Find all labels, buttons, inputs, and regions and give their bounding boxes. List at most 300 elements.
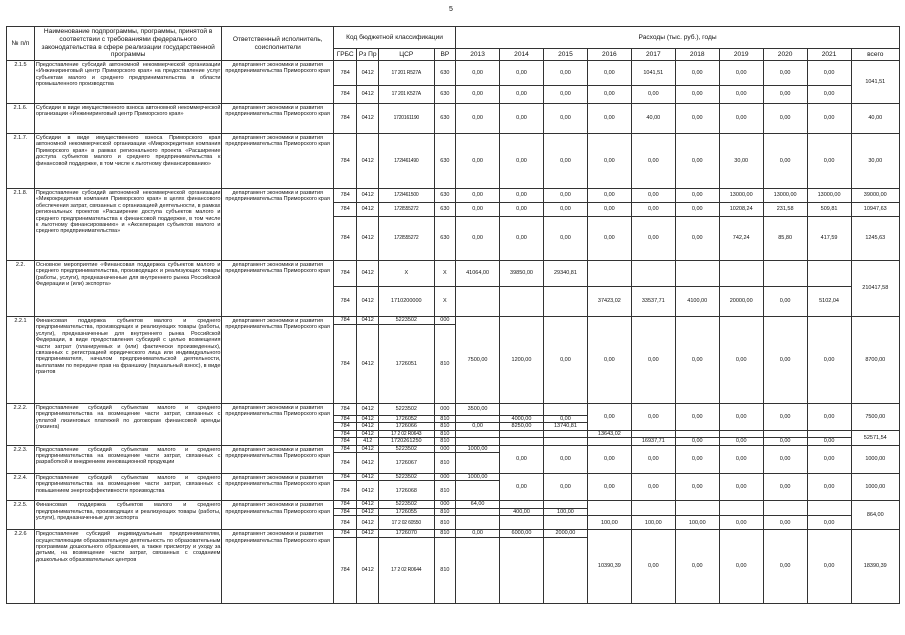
cell-rzpr: 0412 <box>357 217 378 261</box>
cell-value: 0,00 <box>763 438 807 445</box>
cell-rzpr: 0412 <box>357 317 378 325</box>
cell-grbs: 784 <box>333 317 357 325</box>
header-year: 2021 <box>807 49 851 61</box>
cell-value: 0,00 <box>675 217 719 261</box>
cell-value: 0,00 <box>543 217 587 261</box>
cell-value <box>675 430 719 437</box>
cell-value: 0,00 <box>719 61 763 86</box>
cell-value: 0,00 <box>763 134 807 189</box>
cell-value: 0,00 <box>543 317 587 404</box>
cell-value: 0,00 <box>763 61 807 86</box>
header-year: 2017 <box>631 49 675 61</box>
row-name: Финансовая поддержка субъектов малого и среднего предпринимательства, производящих и реализующих товары (работы, услуги), предназначенные для внутреннего рынка Российской Федерации, в виде предоставления субсидий с целью возмещения части затрат (планируемых и (или) фактически произведенных), связанных с регистрацией юридического лица или индивидуального предпринимателя, началом предпринимательской деятельности, выплатами по передаче прав на франшизу (паушальный взнос), в виде грантов <box>34 317 222 404</box>
cell-value <box>456 516 500 530</box>
cell-vr: 000 <box>434 404 455 416</box>
cell-value <box>456 537 500 603</box>
cell-value: 1000,00 <box>456 445 500 452</box>
table-row <box>7 189 900 203</box>
cell-value: 0,00 <box>543 416 587 423</box>
cell-grbs: 784 <box>333 438 357 445</box>
cell-total: 40,00 <box>851 104 899 134</box>
cell-value: 10208,24 <box>719 203 763 217</box>
cell-value: 1200,00 <box>500 317 544 404</box>
cell-value <box>719 430 763 437</box>
cell-value: 0,00 <box>763 530 807 603</box>
cell-value: 0,00 <box>763 404 807 431</box>
cell-value: 0,00 <box>543 104 587 134</box>
cell-value <box>456 453 500 474</box>
cell-rzpr: 0412 <box>357 445 378 452</box>
cell-rzpr: 0412 <box>357 430 378 437</box>
cell-value: 0,00 <box>500 134 544 189</box>
cell-value: 0,00 <box>456 423 500 430</box>
cell-value: 0,00 <box>675 438 719 445</box>
cell-value <box>543 501 587 508</box>
cell-value: 0,00 <box>456 134 500 189</box>
cell-total: 39000,00 <box>851 189 899 203</box>
cell-grbs: 784 <box>333 430 357 437</box>
cell-value: 41064,00 <box>456 261 500 287</box>
cell-csr: 17 201 R527A <box>378 61 434 86</box>
table-row <box>7 317 900 325</box>
header-total: всего <box>851 49 899 61</box>
cell-value <box>719 501 763 516</box>
cell-grbs: 784 <box>333 189 357 203</box>
cell-value: 0,00 <box>587 104 631 134</box>
cell-vr: 630 <box>434 203 455 217</box>
cell-total: 1000,00 <box>851 445 899 473</box>
cell-csr: 1726068 <box>378 481 434 501</box>
row-executor: департамент экономики и развития предпринимательства Приморского края <box>222 261 333 317</box>
cell-vr: 810 <box>434 416 455 423</box>
cell-value: 4100,00 <box>675 287 719 317</box>
cell-value: 13000,00 <box>807 189 851 203</box>
cell-value: 85,80 <box>763 217 807 261</box>
cell-vr: 630 <box>434 61 455 86</box>
cell-value: 0,00 <box>587 86 631 104</box>
cell-value: 0,00 <box>587 317 631 404</box>
table-row <box>7 404 900 416</box>
row-number: 2.2.1 <box>7 317 35 404</box>
cell-csr: 1726051 <box>378 325 434 404</box>
cell-value <box>500 516 544 530</box>
cell-value: 0,00 <box>543 474 587 501</box>
cell-csr: 172I461490 <box>378 134 434 189</box>
cell-value: 0,00 <box>675 134 719 189</box>
header-grbs: ГРБС <box>333 49 357 61</box>
cell-value: 0,00 <box>587 134 631 189</box>
row-number: 2.2. <box>7 261 35 317</box>
cell-value: 0,00 <box>500 104 544 134</box>
cell-value: 0,00 <box>631 189 675 203</box>
cell-value <box>500 404 544 416</box>
cell-value: 0,00 <box>543 61 587 86</box>
row-executor: департамент экономики и развития предпринимательства Приморского края <box>222 501 333 530</box>
cell-value: 0,00 <box>763 104 807 134</box>
cell-value <box>543 438 587 445</box>
header-vr: ВР <box>434 49 455 61</box>
cell-grbs: 784 <box>333 445 357 452</box>
cell-grbs: 784 <box>333 537 357 603</box>
row-executor: департамент экономики и развития предпринимательства Приморского края <box>222 317 333 404</box>
table-row <box>7 474 900 481</box>
cell-value: 0,00 <box>675 317 719 404</box>
cell-value: 0,00 <box>631 134 675 189</box>
cell-value <box>719 261 763 287</box>
cell-value: 0,00 <box>719 445 763 473</box>
cell-value: 0,00 <box>456 86 500 104</box>
header-csr: ЦСР <box>378 49 434 61</box>
cell-value: 0,00 <box>807 134 851 189</box>
cell-vr: 810 <box>434 453 455 474</box>
cell-grbs: 784 <box>333 86 357 104</box>
cell-value: 0,00 <box>807 404 851 431</box>
cell-value: 0,00 <box>807 86 851 104</box>
cell-value <box>763 501 807 516</box>
cell-value: 0,00 <box>807 516 851 530</box>
cell-value: 0,00 <box>500 217 544 261</box>
cell-vr: 000 <box>434 445 455 452</box>
cell-rzpr: 0412 <box>357 261 378 287</box>
cell-value <box>500 287 544 317</box>
header-year: 2016 <box>587 49 631 61</box>
cell-csr: 17 201 K527A <box>378 86 434 104</box>
cell-total: 210417,58 <box>851 261 899 317</box>
cell-value <box>543 404 587 416</box>
cell-vr: 630 <box>434 217 455 261</box>
cell-rzpr: 0412 <box>357 530 378 537</box>
cell-value: 6000,00 <box>500 530 544 537</box>
cell-value: 0,00 <box>675 404 719 431</box>
row-name: Предоставление субсидий индивидуальным предпринимателям, осуществляющим образовательную деятельность по образовательным программам дошкольного образования, а также присмотру и уходу за детьми, на возмещение части затрат, связанных с созданием дошкольных образовательных центров <box>34 530 222 603</box>
cell-csr: 17 2 02 R0643 <box>378 430 434 437</box>
cell-value <box>456 287 500 317</box>
header-executor: Ответственный исполнитель, соисполнители <box>222 27 333 61</box>
cell-value: 0,00 <box>456 61 500 86</box>
cell-rzpr: 0412 <box>357 537 378 603</box>
cell-value: 40,00 <box>631 104 675 134</box>
cell-value: 0,00 <box>500 203 544 217</box>
cell-csr: 1726067 <box>378 453 434 474</box>
cell-value: 37423,02 <box>587 287 631 317</box>
cell-rzpr: 0412 <box>357 189 378 203</box>
cell-value: 1000,00 <box>456 474 500 481</box>
cell-value <box>675 501 719 516</box>
cell-value: 7500,00 <box>456 317 500 404</box>
cell-value: 8250,00 <box>500 423 544 430</box>
cell-value: 1041,51 <box>631 61 675 86</box>
row-name: Субсидии в виде имущественного взноса Приморского края автономной некоммерческой организации «Микрокредитная компания Приморского края» в рамках регионального проекта «Расширение доступа субъектов малого и среднего предпринимательства к финансовой поддержке, в том числе к льготному финансированию» <box>34 134 222 189</box>
cell-value: 100,00 <box>675 516 719 530</box>
cell-value: 13000,00 <box>719 189 763 203</box>
cell-value <box>456 481 500 501</box>
cell-value: 0,00 <box>543 203 587 217</box>
header-rzpr: Рз Пр <box>357 49 378 61</box>
cell-grbs: 784 <box>333 416 357 423</box>
cell-value: 13643,02 <box>587 430 631 437</box>
cell-csr: 5223502 <box>378 404 434 416</box>
header-year: 2013 <box>456 49 500 61</box>
cell-vr: 810 <box>434 438 455 445</box>
cell-csr: 172I461500 <box>378 189 434 203</box>
cell-value: 0,00 <box>719 317 763 404</box>
cell-grbs: 784 <box>333 508 357 515</box>
cell-vr: 810 <box>434 430 455 437</box>
cell-value: 29340,81 <box>543 261 587 287</box>
cell-grbs: 784 <box>333 481 357 501</box>
cell-grbs: 784 <box>333 453 357 474</box>
cell-value: 0,00 <box>543 86 587 104</box>
cell-value: 3500,00 <box>456 404 500 416</box>
row-executor: департамент экономики и развития предпринимательства Приморского края <box>222 104 333 134</box>
cell-rzpr: 0412 <box>357 203 378 217</box>
cell-value: 30,00 <box>719 134 763 189</box>
header-num: № п/п <box>7 27 35 61</box>
cell-value: 0,00 <box>763 516 807 530</box>
cell-vr: Х <box>434 261 455 287</box>
header-year: 2014 <box>500 49 544 61</box>
cell-csr: Х <box>378 261 434 287</box>
cell-value: 13000,00 <box>763 189 807 203</box>
cell-value: 2000,00 <box>543 530 587 537</box>
cell-total: 10947,63 <box>851 203 899 217</box>
cell-rzpr: 0412 <box>357 453 378 474</box>
cell-value: 64,00 <box>456 501 500 508</box>
cell-grbs: 784 <box>333 501 357 508</box>
cell-rzpr: 0412 <box>357 508 378 515</box>
cell-value: 0,00 <box>587 217 631 261</box>
cell-grbs: 784 <box>333 261 357 287</box>
cell-value: 0,00 <box>807 445 851 473</box>
cell-value: 10390,39 <box>587 530 631 603</box>
cell-value: 20000,00 <box>719 287 763 317</box>
cell-value: 0,00 <box>500 61 544 86</box>
cell-value: 0,00 <box>631 317 675 404</box>
cell-vr: 810 <box>434 537 455 603</box>
cell-vr: 630 <box>434 134 455 189</box>
cell-grbs: 784 <box>333 287 357 317</box>
row-number: 2.1.7. <box>7 134 35 189</box>
cell-csr: 1726066 <box>378 423 434 430</box>
cell-vr: 630 <box>434 104 455 134</box>
header-kbk: Код бюджетной классификации <box>333 27 455 49</box>
cell-value: 0,00 <box>675 203 719 217</box>
cell-value: 0,00 <box>719 438 763 445</box>
cell-csr: 172I555272 <box>378 217 434 261</box>
cell-value: 0,00 <box>807 317 851 404</box>
cell-csr: 172I555272 <box>378 203 434 217</box>
cell-value: 0,00 <box>675 189 719 203</box>
cell-value: 0,00 <box>543 445 587 473</box>
cell-value: 0,00 <box>500 189 544 203</box>
cell-value: 0,00 <box>631 203 675 217</box>
cell-rzpr: 0412 <box>357 416 378 423</box>
cell-value: 0,00 <box>631 474 675 501</box>
cell-value: 13740,81 <box>543 423 587 430</box>
cell-rzpr: 0412 <box>357 134 378 189</box>
cell-rzpr: 0412 <box>357 481 378 501</box>
cell-value <box>807 261 851 287</box>
cell-total: 864,00 <box>851 501 899 530</box>
row-executor: департамент экономики и развития предпринимательства Приморского края <box>222 530 333 603</box>
cell-value: 231,58 <box>763 203 807 217</box>
cell-value <box>456 508 500 515</box>
cell-value: 0,00 <box>719 474 763 501</box>
row-name: Основное мероприятие «Финансовая поддержка субъектов малого и среднего предпринимательства, производящих и реализующих товары (работы, услуги), предназначенные для внутреннего рынка Российской Федерации и (или) экспорта» <box>34 261 222 317</box>
cell-grbs: 784 <box>333 104 357 134</box>
row-number: 2.2.4. <box>7 474 35 501</box>
header-name: Наименование подпрограммы, программы, принятой в соответствии с требованиями федерального законодательства в сфере реализации государственной программы <box>34 27 222 61</box>
cell-value <box>807 501 851 516</box>
cell-value: 0,00 <box>807 530 851 603</box>
cell-value: 0,00 <box>500 445 544 473</box>
cell-value: 0,00 <box>587 61 631 86</box>
cell-value: 0,00 <box>456 217 500 261</box>
row-name: Предоставление субсидий автономной некоммерческой организации «Инжиниринговый центр Приморского края» на предоставление услуг субъектам малого и среднего предпринимательства в области промышленного производства <box>34 61 222 104</box>
cell-value: 400,00 <box>500 508 544 515</box>
cell-value: 0,00 <box>631 445 675 473</box>
cell-value <box>763 261 807 287</box>
cell-value: 0,00 <box>500 86 544 104</box>
row-number: 2.2.6 <box>7 530 35 603</box>
cell-value: 100,00 <box>587 516 631 530</box>
cell-value <box>543 430 587 437</box>
row-executor: департамент экономики и развития предпринимательства Приморского края <box>222 134 333 189</box>
cell-value: 16937,71 <box>631 438 675 445</box>
row-name: Субсидии в виде имущественного взноса автономной некоммерческой организации «Инжиниринговый центр Приморского края» <box>34 104 222 134</box>
cell-value <box>587 261 631 287</box>
cell-value <box>763 430 807 437</box>
cell-total: 8700,00 <box>851 317 899 404</box>
cell-vr: 630 <box>434 189 455 203</box>
cell-total: 1000,00 <box>851 474 899 501</box>
cell-value: 0,00 <box>675 474 719 501</box>
cell-value: 0,00 <box>763 86 807 104</box>
cell-csr: 1726055 <box>378 508 434 515</box>
cell-total: 7500,00 <box>851 404 899 431</box>
cell-value: 742,24 <box>719 217 763 261</box>
cell-value <box>456 438 500 445</box>
header-year: 2018 <box>675 49 719 61</box>
cell-vr: 810 <box>434 508 455 515</box>
cell-value: 0,00 <box>763 317 807 404</box>
cell-value: 0,00 <box>763 474 807 501</box>
cell-csr: 1710200000 <box>378 287 434 317</box>
cell-grbs: 784 <box>333 474 357 481</box>
table-row <box>7 445 900 452</box>
cell-vr: 810 <box>434 325 455 404</box>
cell-value: 39850,00 <box>500 261 544 287</box>
header-expenses: Расходы (тыс. руб.), годы <box>456 27 900 49</box>
cell-value <box>631 501 675 516</box>
cell-value <box>456 416 500 423</box>
cell-value: 0,00 <box>675 445 719 473</box>
cell-value <box>587 501 631 516</box>
table-row <box>7 530 900 537</box>
cell-value: 0,00 <box>631 530 675 603</box>
cell-vr: 000 <box>434 317 455 325</box>
cell-value: 0,00 <box>587 404 631 431</box>
cell-value: 5102,04 <box>807 287 851 317</box>
cell-grbs: 784 <box>333 61 357 86</box>
cell-vr: 810 <box>434 530 455 537</box>
cell-value: 0,00 <box>763 287 807 317</box>
cell-csr: 17 2 02 60550 <box>378 516 434 530</box>
cell-rzpr: 412 <box>357 438 378 445</box>
table-row <box>7 104 900 134</box>
cell-value: 0,00 <box>587 203 631 217</box>
cell-value <box>631 430 675 437</box>
cell-rzpr: 0412 <box>357 104 378 134</box>
cell-value <box>543 537 587 603</box>
cell-value <box>807 430 851 437</box>
cell-total: 30,00 <box>851 134 899 189</box>
cell-vr: 000 <box>434 474 455 481</box>
cell-total: 18390,39 <box>851 530 899 603</box>
cell-value: 100,00 <box>543 508 587 515</box>
cell-grbs: 784 <box>333 404 357 416</box>
cell-value: 100,00 <box>631 516 675 530</box>
cell-csr: 17 2 02 R0644 <box>378 537 434 603</box>
cell-rzpr: 0412 <box>357 287 378 317</box>
cell-value <box>500 501 544 508</box>
cell-value: 0,00 <box>807 104 851 134</box>
cell-value: 0,00 <box>675 530 719 603</box>
cell-rzpr: 0412 <box>357 516 378 530</box>
row-number: 2.2.2. <box>7 404 35 446</box>
cell-vr: 630 <box>434 86 455 104</box>
page-number: 5 <box>449 6 453 13</box>
cell-value: 0,00 <box>807 61 851 86</box>
row-number: 2.2.3. <box>7 445 35 473</box>
cell-value <box>500 438 544 445</box>
cell-value: 0,00 <box>456 203 500 217</box>
cell-value: 0,00 <box>719 104 763 134</box>
table-row <box>7 134 900 189</box>
cell-value: 417,59 <box>807 217 851 261</box>
cell-grbs: 784 <box>333 516 357 530</box>
header-year: 2019 <box>719 49 763 61</box>
cell-value: 0,00 <box>675 61 719 86</box>
cell-value <box>587 438 631 445</box>
cell-value: 0,00 <box>675 104 719 134</box>
cell-total: 1245,63 <box>851 217 899 261</box>
row-number: 2.1.8. <box>7 189 35 261</box>
row-executor: департамент экономики и развития предпринимательства Приморского края <box>222 445 333 473</box>
budget-table <box>6 26 900 604</box>
cell-vr: 810 <box>434 516 455 530</box>
cell-rzpr: 0412 <box>357 423 378 430</box>
cell-value: 0,00 <box>807 474 851 501</box>
row-name: Предоставление субсидий субъектам малого и среднего предпринимательства на возмещение части затрат, связанных с разработкой и внедрением инновационной продукции <box>34 445 222 473</box>
cell-value: 0,00 <box>719 530 763 603</box>
cell-rzpr: 0412 <box>357 474 378 481</box>
cell-grbs: 784 <box>333 530 357 537</box>
cell-value <box>543 287 587 317</box>
cell-grbs: 784 <box>333 325 357 404</box>
cell-value: 0,00 <box>587 474 631 501</box>
cell-value: 0,00 <box>807 438 851 445</box>
cell-value: 0,00 <box>500 474 544 501</box>
cell-rzpr: 0412 <box>357 61 378 86</box>
cell-vr: 810 <box>434 481 455 501</box>
cell-value: 0,00 <box>719 86 763 104</box>
header-year: 2020 <box>763 49 807 61</box>
row-name: Предоставление субсидий субъектам малого и среднего предпринимательства на возмещение части затрат, связанных с повышением энергоэффективности производства <box>34 474 222 501</box>
cell-csr: 1720261250 <box>378 438 434 445</box>
cell-value: 0,00 <box>675 86 719 104</box>
cell-value <box>543 516 587 530</box>
